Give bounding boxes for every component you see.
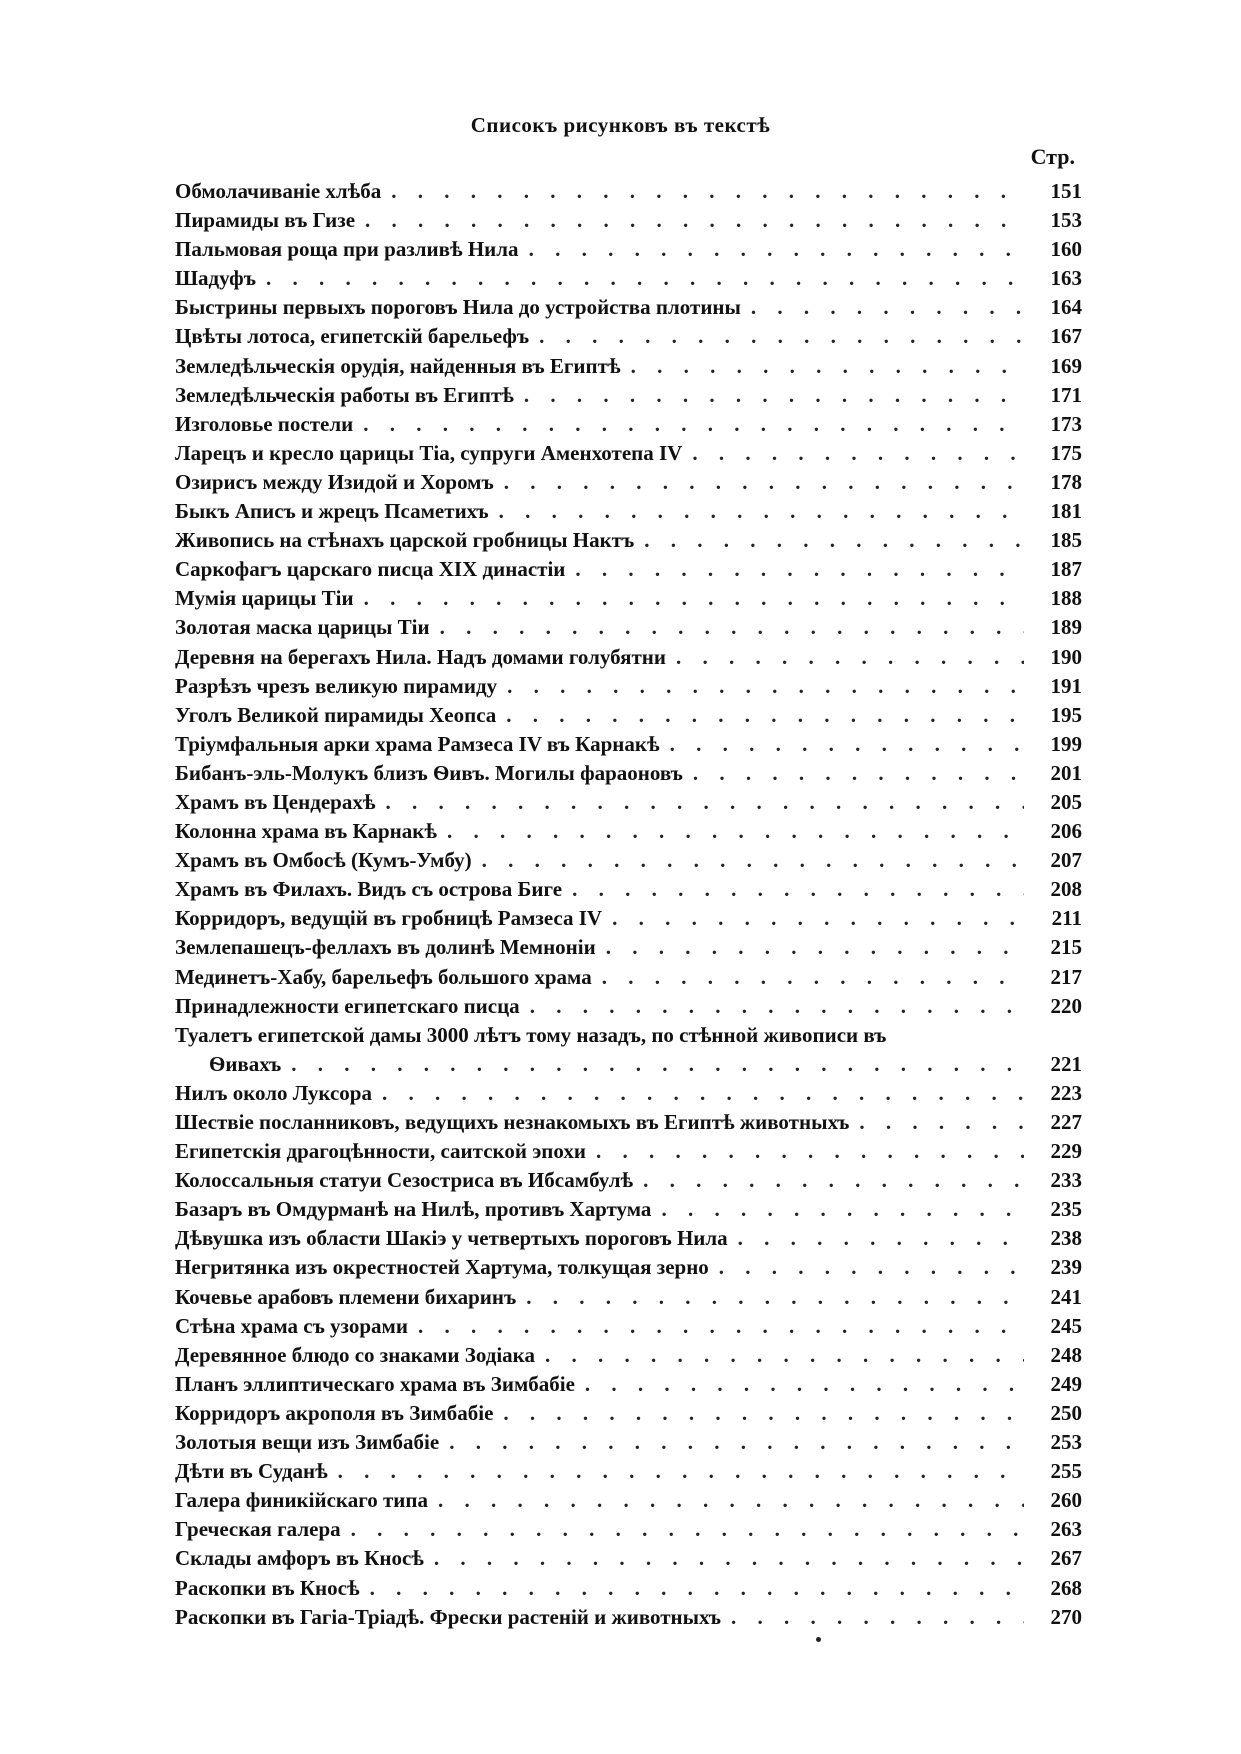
list-item bbox=[175, 703, 1082, 732]
dot-leader bbox=[351, 1517, 1024, 1542]
dot-leader bbox=[661, 1197, 1024, 1222]
entry-label: Землепашецъ-феллахъ въ долинѣ Мемноніи bbox=[175, 935, 596, 960]
page-title: Списокъ рисунковъ въ текстѣ bbox=[470, 113, 771, 137]
list-item bbox=[175, 1081, 1082, 1110]
entry-page-number: 238 bbox=[1050, 1226, 1082, 1251]
entry-page-number: 260 bbox=[1050, 1488, 1082, 1513]
dot-leader bbox=[612, 906, 1024, 931]
list-item bbox=[175, 1546, 1082, 1575]
entry-label: Золотая маска царицы Тіи bbox=[175, 615, 430, 640]
list-item bbox=[175, 674, 1082, 703]
dot-leader bbox=[449, 1430, 1024, 1455]
page-column-label: Стр. bbox=[1030, 144, 1075, 169]
entry-label: Деревянное блюдо со знаками Зодіака bbox=[175, 1342, 535, 1367]
entry-page-number: 185 bbox=[1050, 528, 1082, 553]
list-item bbox=[175, 1576, 1082, 1605]
entry-page-number: 191 bbox=[1050, 673, 1082, 698]
entry-continuation-line bbox=[175, 1052, 1082, 1081]
entry-page-number: 169 bbox=[1050, 353, 1082, 378]
dot-leader bbox=[859, 1110, 1024, 1135]
entry-page-number: 268 bbox=[1050, 1575, 1082, 1600]
entry-page-number: 195 bbox=[1050, 702, 1082, 727]
entry-label: Дѣвушка изъ области Шакіэ у четвертыхъ пороговъ Нила bbox=[175, 1226, 728, 1251]
dot-leader bbox=[482, 848, 1024, 873]
entry-page-number: 253 bbox=[1050, 1430, 1082, 1455]
entry-label: Уголъ Великой пирамиды Хеопса bbox=[175, 702, 497, 727]
dot-leader bbox=[585, 1372, 1024, 1397]
list-item bbox=[175, 1343, 1082, 1372]
entry-page-number: 163 bbox=[1050, 266, 1082, 291]
dot-leader bbox=[539, 324, 1024, 349]
entry-page-number: 250 bbox=[1050, 1400, 1082, 1425]
dot-leader bbox=[418, 1314, 1024, 1339]
entry-label: Золотыя вещи изъ Зимбабіе bbox=[175, 1430, 440, 1455]
entry-page-number: 208 bbox=[1050, 877, 1082, 902]
list-item bbox=[175, 965, 1082, 994]
entry-label: Храмъ въ Филахъ. Видъ съ острова Биге bbox=[175, 877, 563, 902]
dot-leader bbox=[731, 1605, 1024, 1630]
entry-label-continuation: Ѳивахъ bbox=[209, 1051, 282, 1076]
entry-label: Негритянка изъ окрестностей Хартума, толкущая зерно bbox=[175, 1255, 709, 1280]
entry-label: Дѣти въ Суданѣ bbox=[175, 1459, 328, 1484]
dot-leader bbox=[693, 761, 1024, 786]
dot-leader bbox=[504, 470, 1024, 495]
entry-page-number: 178 bbox=[1050, 469, 1082, 494]
list-item bbox=[175, 906, 1082, 935]
list-item bbox=[175, 470, 1082, 499]
dot-leader bbox=[391, 179, 1024, 204]
list-item bbox=[175, 1401, 1082, 1430]
dot-leader bbox=[631, 354, 1024, 379]
dot-leader bbox=[751, 295, 1024, 320]
dot-leader bbox=[530, 994, 1024, 1019]
entry-page-number: 205 bbox=[1050, 789, 1082, 814]
entry-label: Тріумфальныя арки храма Рамзеса IV въ Карнакѣ bbox=[175, 731, 660, 756]
list-item bbox=[175, 994, 1082, 1023]
entry-page-number: 173 bbox=[1050, 411, 1082, 436]
list-item bbox=[175, 354, 1082, 383]
entry-page-number: 201 bbox=[1050, 760, 1082, 785]
entry-page-number: 227 bbox=[1050, 1110, 1082, 1134]
dot-leader bbox=[503, 1401, 1024, 1426]
entry-label: Корридоръ акрополя въ Зимбабіе bbox=[175, 1400, 494, 1425]
entry-page-number: 164 bbox=[1050, 295, 1082, 320]
dot-leader bbox=[434, 1546, 1024, 1571]
entry-label: Планъ эллиптическаго храма въ Зимбабіе bbox=[175, 1371, 575, 1396]
list-item bbox=[175, 557, 1082, 586]
list-item bbox=[175, 1488, 1082, 1517]
list-item bbox=[175, 237, 1082, 266]
entry-page-number: 229 bbox=[1050, 1139, 1082, 1164]
list-item bbox=[175, 645, 1082, 674]
list-item bbox=[175, 1139, 1082, 1168]
entry-label: Египетскія драгоцѣнности, саитской эпохи bbox=[175, 1139, 586, 1164]
dot-leader bbox=[738, 1226, 1024, 1251]
entry-page-number: 233 bbox=[1050, 1168, 1082, 1193]
entry-page-number: 190 bbox=[1050, 644, 1082, 669]
entry-page-number: 270 bbox=[1050, 1604, 1082, 1629]
entry-label: Туалетъ египетской дамы 3000 лѣтъ тому назадъ, по стѣнной живописи въ bbox=[175, 1022, 887, 1047]
entry-label: Пирамиды въ Гизе bbox=[175, 208, 356, 233]
dot-leader bbox=[596, 1139, 1024, 1164]
list-item bbox=[175, 790, 1082, 819]
dot-leader bbox=[602, 965, 1024, 990]
entry-label: Изголовье постели bbox=[175, 411, 354, 436]
entry-label: Цвѣты лотоса, египетскій барельефъ bbox=[175, 324, 530, 349]
entry-page-number: 263 bbox=[1050, 1517, 1082, 1542]
dot-leader bbox=[364, 586, 1024, 611]
dot-leader bbox=[507, 674, 1024, 699]
entry-page-number: 187 bbox=[1050, 557, 1082, 582]
entry-page-number: 199 bbox=[1050, 731, 1082, 756]
entry-label: Живопись на стѣнахъ царской гробницы Нактъ bbox=[175, 528, 635, 553]
entry-page-number: 217 bbox=[1050, 964, 1082, 989]
list-item bbox=[175, 1255, 1082, 1284]
entry-page-number: 220 bbox=[1050, 993, 1082, 1018]
entry-label: Колонна храма въ Карнакѣ bbox=[175, 819, 437, 844]
list-item bbox=[175, 1314, 1082, 1343]
list-item bbox=[175, 1197, 1082, 1226]
entry-page-number: 245 bbox=[1050, 1313, 1082, 1338]
entry-page-number: 249 bbox=[1050, 1371, 1082, 1396]
list-item bbox=[175, 819, 1082, 848]
entry-page-number: 151 bbox=[1050, 179, 1082, 203]
list-item bbox=[175, 295, 1082, 324]
entry-page-number: 235 bbox=[1050, 1197, 1082, 1222]
dot-leader bbox=[719, 1255, 1024, 1280]
entry-label: Шадуфъ bbox=[175, 266, 256, 291]
entry-page-number: 239 bbox=[1050, 1255, 1082, 1280]
dot-leader bbox=[370, 1576, 1024, 1601]
dot-leader bbox=[670, 732, 1024, 757]
entry-page-number: 181 bbox=[1050, 499, 1082, 524]
list-item bbox=[175, 848, 1082, 877]
dot-leader bbox=[363, 412, 1024, 437]
entry-page-number: 188 bbox=[1050, 586, 1082, 611]
list-item bbox=[175, 935, 1082, 964]
list-item bbox=[175, 615, 1082, 644]
list-item bbox=[175, 208, 1082, 237]
entry-label: Раскопки въ Гагіа-Тріадѣ. Фрески растеній и животныхъ bbox=[175, 1604, 721, 1629]
list-item bbox=[175, 1605, 1082, 1634]
entry-label: Земледѣльческія работы въ Египтѣ bbox=[175, 382, 514, 407]
list-item bbox=[175, 1372, 1082, 1401]
list-item bbox=[175, 324, 1082, 353]
entry-page-number: 215 bbox=[1050, 935, 1082, 960]
entry-label: Земледѣльческія орудія, найденныя въ Египтѣ bbox=[175, 353, 621, 378]
dot-leader bbox=[606, 935, 1024, 960]
entry-page-number: 211 bbox=[1051, 906, 1082, 931]
dot-leader bbox=[526, 1285, 1024, 1310]
entry-label: Кочевье арабовъ племени бихаринъ bbox=[175, 1284, 517, 1309]
entry-label: Корридоръ, ведущій въ гробницѣ Рамзеса IV bbox=[175, 906, 603, 931]
dot-leader bbox=[447, 819, 1024, 844]
entry-page-number: 153 bbox=[1050, 208, 1082, 233]
entry-label: Галера финикійскаго типа bbox=[175, 1488, 428, 1513]
entry-page-number: 248 bbox=[1050, 1342, 1082, 1367]
dot-leader bbox=[438, 1488, 1024, 1513]
entry-label: Базаръ въ Омдурманѣ на Нилѣ, противъ Хартума bbox=[175, 1197, 652, 1222]
dot-leader bbox=[291, 1052, 1024, 1077]
list-item bbox=[175, 1168, 1082, 1197]
entry-page-number: 267 bbox=[1050, 1546, 1082, 1571]
dot-leader bbox=[440, 615, 1024, 640]
dot-leader bbox=[676, 645, 1024, 670]
list-item bbox=[175, 1459, 1082, 1488]
list-item bbox=[175, 877, 1082, 906]
entry-label: Разрѣзъ чрезъ великую пирамиду bbox=[175, 673, 498, 698]
dot-leader bbox=[545, 1343, 1024, 1368]
entry-label: Бибанъ-эль-Молукъ близъ Ѳивъ. Могилы фараоновъ bbox=[175, 760, 683, 785]
entry-page-number: 175 bbox=[1050, 440, 1082, 465]
entry-label: Принадлежности египетскаго писца bbox=[175, 993, 520, 1018]
dot-leader bbox=[266, 266, 1024, 291]
list-item bbox=[175, 179, 1082, 208]
dot-leader bbox=[365, 208, 1024, 233]
list-item bbox=[175, 441, 1082, 470]
figure-list bbox=[175, 179, 1082, 1634]
dot-leader bbox=[499, 499, 1024, 524]
entry-page-number: 221 bbox=[1050, 1051, 1082, 1076]
entry-page-number: 167 bbox=[1050, 324, 1082, 349]
list-item bbox=[175, 1226, 1082, 1255]
list-item bbox=[175, 761, 1082, 790]
entry-page-number: 223 bbox=[1050, 1080, 1082, 1105]
list-item bbox=[175, 499, 1082, 528]
entry-label: Быкъ Аписъ и жрецъ Псаметихъ bbox=[175, 499, 489, 524]
entry-page-number: 255 bbox=[1050, 1459, 1082, 1484]
dot-leader bbox=[692, 441, 1024, 466]
entry-label: Колоссальныя статуи Сезостриса въ Ибсамбулѣ bbox=[175, 1168, 634, 1193]
dot-leader bbox=[572, 877, 1024, 902]
entry-label: Храмъ въ Цендерахѣ bbox=[175, 789, 376, 814]
list-item bbox=[175, 383, 1082, 412]
entry-label: Храмъ въ Омбосѣ (Кумъ-Умбу) bbox=[175, 848, 472, 873]
entry-page-number: 207 bbox=[1050, 848, 1082, 873]
list-item bbox=[175, 528, 1082, 557]
entry-label: Ларецъ и кресло царицы Тіа, супруги Аменхотепа IV bbox=[175, 440, 683, 465]
entry-page-number: 206 bbox=[1050, 819, 1082, 844]
list-item bbox=[175, 732, 1082, 761]
entry-label: Пальмовая роща при разливѣ Нила bbox=[175, 237, 519, 262]
dot-leader bbox=[338, 1459, 1024, 1484]
entry-label: Стѣна храма съ узорами bbox=[175, 1313, 408, 1338]
list-item bbox=[175, 1023, 1082, 1081]
entry-label: Раскопки въ Кносѣ bbox=[175, 1575, 360, 1600]
entry-label: Мумія царицы Тіи bbox=[175, 586, 354, 611]
dot-leader bbox=[643, 1168, 1024, 1193]
entry-page-number: 189 bbox=[1050, 615, 1082, 640]
entry-page-number: 171 bbox=[1050, 382, 1082, 407]
entry-page-number: 160 bbox=[1050, 237, 1082, 262]
dot-leader bbox=[524, 383, 1024, 408]
entry-label: Деревня на берегахъ Нила. Надъ домами голубятни bbox=[175, 644, 666, 669]
dot-leader bbox=[506, 703, 1024, 728]
entry-label: Склады амфоръ въ Кносѣ bbox=[175, 1546, 424, 1571]
list-item bbox=[175, 1110, 1082, 1139]
entry-page-number: 241 bbox=[1050, 1284, 1082, 1309]
list-item bbox=[175, 1517, 1082, 1546]
entry-label: Мединетъ-Хабу, барельефъ большого храма bbox=[175, 964, 592, 989]
list-item bbox=[175, 412, 1082, 441]
entry-label: Озирисъ между Изидой и Хоромъ bbox=[175, 469, 494, 494]
print-speck bbox=[816, 1637, 821, 1642]
dot-leader bbox=[529, 237, 1024, 262]
dot-leader bbox=[382, 1081, 1024, 1106]
entry-label: Быстрины первыхъ пороговъ Нила до устройства плотины bbox=[175, 295, 741, 320]
list-item bbox=[175, 1285, 1082, 1314]
entry-label: Саркофагъ царскаго писца XIX династіи bbox=[175, 557, 566, 582]
entry-label: Нилъ около Луксора bbox=[175, 1080, 372, 1105]
entry-label: Шествіе посланниковъ, ведущихъ незнакомыхъ въ Египтѣ животныхъ bbox=[175, 1110, 850, 1134]
dot-leader bbox=[385, 790, 1024, 815]
entry-label: Греческая галера bbox=[175, 1517, 341, 1542]
dot-leader bbox=[644, 528, 1024, 553]
dot-leader bbox=[575, 557, 1024, 582]
entry-label: Обмолачиваніе хлѣба bbox=[175, 179, 382, 203]
list-item bbox=[175, 266, 1082, 295]
list-item bbox=[175, 1430, 1082, 1459]
list-item bbox=[175, 586, 1082, 615]
